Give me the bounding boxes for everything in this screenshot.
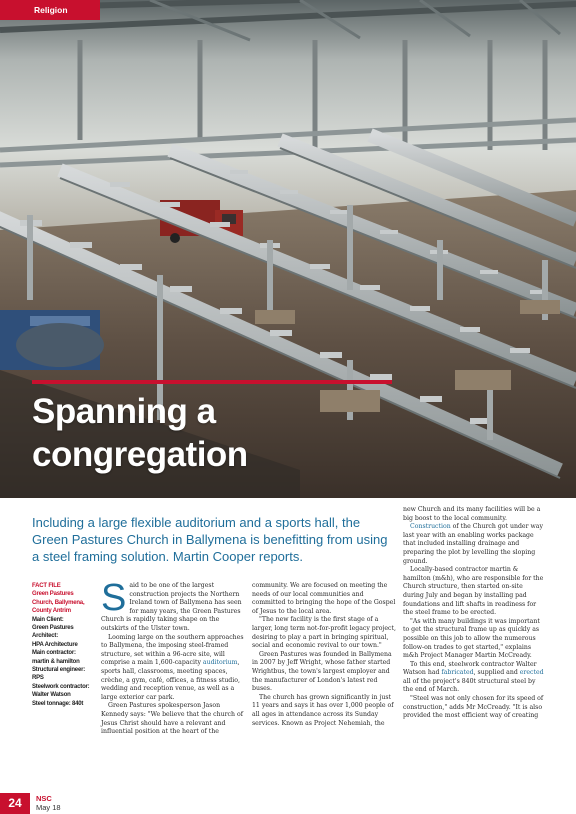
- fact-file-item: Main contractor:: [32, 650, 76, 657]
- body-paragraph: Locally-based contractor martin & hamilton (m&h), who are responsible for the Church structure, then started on-site during July and began by installing pad foundations and lift shafts in readiness for the steel frame to be erected.: [403, 566, 544, 617]
- body-paragraph: Green Pastures was founded in Ballymena in 2007 by Jeff Wright, whose father started Wrightbus, the town's largest employer and the manufacturer of London's latest red buses.: [252, 650, 392, 693]
- fact-file-item: Main Client:: [32, 616, 64, 623]
- fact-file-item: Walter Watson: [32, 692, 71, 699]
- fact-file-item: Steelwork contractor:: [32, 683, 90, 690]
- fact-file-item: martin & hamilton: [32, 658, 80, 665]
- fact-file-item: RPS: [32, 675, 44, 682]
- erected-link[interactable]: erected: [519, 669, 544, 677]
- drop-cap: S: [101, 577, 127, 619]
- body-paragraph: community. We are focused on meeting the needs of our local communities and committed to bringing the hope of the Gospel of Jesus to the local area.: [252, 582, 396, 615]
- fact-file: [32, 582, 94, 708]
- body-paragraph: Construction of the Church got under way last year with an enabling works package that included installing drainage and preparing the plot by levelling the sloping ground.: [403, 523, 543, 565]
- fact-file-project: Green Pastures Church, Ballymena, County Antrim: [32, 591, 85, 615]
- standfirst: Including a large flexible auditorium and a sports hall, the Green Pastures Church in Ballymena is benefitting from using a steel framing solution. Martin Cooper reports.: [32, 515, 388, 564]
- headline-line-1: Spanning a: [32, 392, 216, 431]
- construction-link[interactable]: Construction: [410, 523, 451, 531]
- fact-file-item: Architect:: [32, 633, 59, 640]
- magazine-name: NSC: [36, 794, 52, 803]
- fact-file-item: HPA Architecture: [32, 641, 78, 648]
- headline-rule: [32, 380, 392, 384]
- page-title: [32, 390, 412, 476]
- body-paragraph: new Church and its many facilities will be a big boost to the local community.: [403, 506, 541, 522]
- body-paragraph: Looming large on the southern approaches to Ballymena, the imposing steel-framed structure, set within a 96-acre site, will comprise a main 1,600-capacity auditorium, sports hall, classrooms, meeting spaces, crèche, a gym, café, offices, a fitness studio, wedding and reception venue, as well as a large exterior car park.: [101, 633, 244, 701]
- fact-file-item: Structural engineer:: [32, 667, 86, 674]
- fact-file-heading: FACT FILE: [32, 583, 61, 589]
- body-paragraph: The church has grown significantly in just 11 years and says it has over 1,000 people of all ages in attendance across its Sunday services. Known as Project Nehemiah, the: [252, 693, 394, 727]
- fact-file-item: Steel tonnage: 840t: [32, 700, 84, 707]
- fact-file-item: Green Pastures: [32, 625, 74, 632]
- body-column-1: [101, 577, 245, 737]
- headline-line-2: congregation: [32, 435, 248, 474]
- body-column-3: [403, 506, 545, 721]
- section-label: Religion: [0, 0, 100, 20]
- body-paragraph: Green Pastures spokesperson Jason Kennedy says: "We believe that the church of Jesus Christ should have a relevant and influential position at the heart of the: [101, 702, 243, 736]
- issue-date: May 18: [36, 803, 61, 812]
- body-paragraph: "The new facility is the first stage of a larger, long term not-for-profit legacy project, desiring to play a part in bringing spiritual, social and economic revival to our town.": [252, 616, 396, 650]
- body-paragraph: To this end, steelwork contractor Walter Watson had fabricated, supplied and erected all of the project's 840t structural steel by the end of March.: [403, 660, 544, 694]
- body-column-2: [252, 582, 396, 728]
- page-number: 24: [0, 793, 30, 814]
- fabricated-link[interactable]: fabricated: [441, 669, 474, 677]
- auditorium-link[interactable]: auditorium: [202, 659, 238, 667]
- body-paragraph: "Steel was not only chosen for its speed of construction," adds Mr McCready. "It is also provided the most efficient way of creating: [403, 695, 544, 720]
- generator-shape: [0, 310, 104, 370]
- body-paragraph: "As with many buildings it was important to get the structural frame up as quickly as possible on this job to allow the numerous follow-on trades to get started," explains m&h Project Manager Martin McCready.: [403, 617, 540, 660]
- body-paragraph: Said to be one of the largest construction projects the Northern Ireland town of Ballymena has seen for many years, the Green Pastures Church is rapidly taking shape on the outskirts of the Ulster town.: [101, 577, 242, 632]
